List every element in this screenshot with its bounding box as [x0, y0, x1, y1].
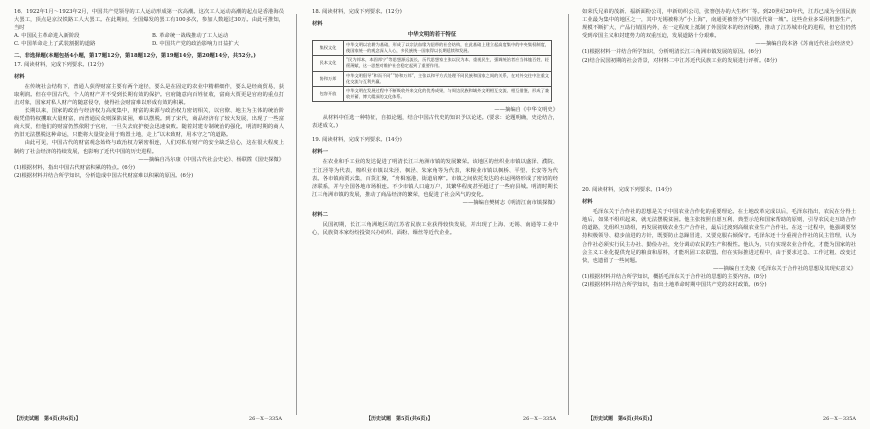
- row-text: 中华文明倡导“和而不同”“协和万邦”，主张以和平方式处理不同民族和国家之间的关系，在对外交往中注重文化交流与互利共赢。: [344, 71, 552, 86]
- row-text: 中华文明在发展过程中不断吸收外来文化的优秀成果，与周边民族和域外文明相互交流、相互借鉴，形成了兼收并蓄、博大精深的文化体系。: [344, 86, 552, 101]
- q17-material-paragraph: 由此可见，中国古代的财富观念始终与政治权力紧密相连，人们对私有财产的安全缺乏信心，这在很大程度上制约了社会经济的持续发展，也影响了近代中国的历史进程。: [14, 140, 284, 155]
- page-6-column: [568, 0, 870, 429]
- q19-material1-label: 材料一: [312, 149, 328, 156]
- q17-stem: 17. 阅读材料，完成下列要求。(12分): [14, 61, 104, 68]
- page-4-column: [0, 0, 296, 429]
- row-text: “民为邦本，本固邦宁”等思想源远流长，历代思想家主张以民为本、重视民生，强调统治者应当体恤百姓、轻徭薄赋，这一思想对维护社会稳定起到了重要作用。: [344, 56, 552, 71]
- q19-material2-continued: 如荣氏兄弟的茂新、福新面粉公司，申新纺织公司，张謇创办的大生纱厂等。到20世纪20年代，江苏已成为全国民族工业最为集中的地区之一，其中无锡被称为“小上海”，南通更被誉为“中国近代第一城”。这些企业多采用机器生产，规模不断扩大，产品行销国内外，在一定程度上抵制了外国资本的经济侵略，推动了江苏城市化的进程，但它们仍然受到帝国主义和封建势力的双重压迫，发展道路十分艰难。: [582, 9, 856, 40]
- table-row: [313, 86, 552, 101]
- q18-stem: 18. 阅读材料，完成下列要求。(12分): [312, 9, 402, 15]
- q16-option-c: C. 中国革命走上了武装割据的道路: [14, 41, 96, 48]
- q20-source: ——摘编自王先俊《毛泽东关于合作社的思想及其现实意义》: [712, 265, 856, 272]
- q16-option-a: A. 中国民主革命进入新阶段: [14, 33, 80, 40]
- q17-material-label: 材料: [14, 73, 25, 80]
- table-row: [313, 41, 552, 56]
- q16-option-d: D. 中国共产党的政治影响力日益扩大: [152, 41, 239, 48]
- q19-stem: 19. 阅读材料，完成下列要求。(14分): [312, 137, 402, 144]
- page-5-column: [296, 0, 568, 429]
- q18-task: 从材料中任选一种特征，自拟论题，结合中国古代史的知识予以论述。(要求：论题明确，史论结合，表述成文。): [312, 115, 558, 130]
- footer-code: 26－X－335A: [248, 416, 282, 422]
- footer-page-label: 【历史试题 第4页(共6页)】: [14, 416, 81, 422]
- table-row: [313, 71, 552, 86]
- row-label: 协和万邦: [313, 71, 344, 86]
- table-source: ——摘编自《中华文明史》: [494, 106, 558, 113]
- q17-requirement-2: (2)根据材料并结合所学知识，分析造成中国古代财富难以积累的原因。(6分): [14, 172, 194, 179]
- q20-requirement-2: (2)根据材料并结合所学知识，指出土地革命时期中国共产党的农村政策。(6分): [582, 282, 767, 289]
- q20-material-label: 材料: [582, 199, 593, 206]
- row-label: 包容开放: [313, 86, 344, 101]
- row-label: 民本文化: [313, 56, 344, 71]
- table-row: [313, 56, 552, 71]
- q20-material: 毛泽东关于合作社的思想是关于中国农业合作化的重要理论。在土地改革完成以后，毛泽东指出，农民在分得土地后，如果不组织起来，就无法摆脱贫困。他主张按照自愿互利、典型示范和国家帮助的原则，引导农民走互助合作的道路，先组织互助组，再发展初级农业生产合作社，最后过渡到高级农业生产合作社。在这一过程中，他强调要坚持积极领导、稳步前进的方针，既要防止急躁冒进，又要克服右倾保守。毛泽东还十分重视合作社的民主管理，认为合作社必须实行民主办社、勤俭办社，充分调动农民的生产积极性。他认为，只有实现农业合作化，才能为国家的社会主义工业化提供充足的粮食和原料，才能巩固工农联盟。但在实际推进过程中，由于要求过急、工作过粗、改变过快，也遗留了一些问题。: [582, 209, 856, 264]
- q16-stem: 16．1922年1月～1923年2月，中国共产党领导的工人运动形成第一次高潮。这次工人运动高潮的起点是香港海员大罢工，顶点是京汉铁路工人大罢工。在此期间，全国爆发的罢工有100多次，参加人数超过30万。由此可推知，当时: [14, 9, 284, 32]
- row-label: 集权文化: [313, 41, 344, 56]
- q20-stem: 20. 阅读材料，完成下列要求。(14分): [582, 187, 672, 193]
- table-title: 中华文明的若干特征: [407, 32, 457, 39]
- q17-material-paragraph: 在传统社会结构下，普通人获得财富主要有两个途径，要么是在固定的农业中精耕细作，要么是经商贸易，获取利润。但在中国古代，个人的财产并不受到长期有效的保护。官府随意向百姓征收，富商大贾更是官府的重点打击对象，国家对私人财产的随意侵夺，使得社会财富难以形成有效的积累。: [14, 83, 284, 106]
- section-heading: 二、非选择题(本题包括4小题，第17题12分，第18题12分，第19题14分，第20题14分，共52分。): [14, 53, 256, 60]
- q19-material1: 在农业和手工业的发达促进了明清长江三角洲市镇的发展繁荣。该地区的丝织业市镇以盛泽、濮院、王江泾等为代表，棉织业市镇以朱泾、枫泾、朱家角等为代表，米粮业市镇以枫桥、平望、长安等为代表。各市镇商贾云集，百货汇聚，“舟楫塞港，街道肩摩”。市镇之间依托发达的水运网络形成了密切的经济联系，并与全国各地市场相连。不少市镇人口逾万户，其繁华程度甚至超过了一些府县城。明清时期长江三角洲市镇的发展，推动了商品经济的繁荣，也促进了社会风气的变化。: [312, 159, 558, 198]
- q19-requirement-1: (1)根据材料一并结合所学知识，分析明清长江三角洲市镇发展的原因。(6分): [582, 49, 762, 56]
- q17-source: ——摘编自冯尔康《中国古代社会史论》、杨联陞《国史探微》: [138, 156, 284, 163]
- q16-options: [14, 32, 284, 48]
- q16-option-b: B. 革命统一战线推动了工人运动: [152, 33, 229, 40]
- q17-requirement-1: (1)根据材料，指出中国古代财富积累的特点。(6分): [14, 164, 135, 171]
- footer-code: 26－X－335A: [522, 416, 556, 422]
- question-20: [582, 186, 856, 289]
- q20-requirement-1: (1)根据材料并结合所学知识，概括毛泽东关于合作社的思想的主要内容。(8分): [582, 273, 767, 280]
- footer-page-label: 【历史试题 第6页(共6页)】: [588, 416, 655, 422]
- q19-material2: 民国初期，长江三角洲地区的江苏省民族工业获得较快发展，并出现了上海、无锡、南通等工业中心，民族资本家纷纷投资兴办纺织、面粉、缫丝等近代企业。: [312, 222, 558, 237]
- q19-material2-label: 材料二: [312, 211, 328, 218]
- footer-page-label: 【历史试题 第5页(共6页)】: [366, 416, 433, 422]
- q19-source2: ——摘编自段本洛《苏南近代社会经济史》: [755, 41, 856, 48]
- civilization-table: [312, 30, 552, 102]
- q18-material-label: 材料: [312, 21, 323, 28]
- q19-source1: ——摘编自樊树志《明清江南市镇探微》: [462, 199, 558, 206]
- footer-code: 26－X－335A: [822, 416, 856, 422]
- q19-requirement-2: (2)结合民国初期的社会背景，对材料二中江苏近代民族工业的发展进行评析。(8分): [582, 57, 778, 64]
- q17-material-paragraph: 长期以来，国家的政治与经济权力高度集中，财富的来源与政治权力密切相关，以官僚、地主为主体的统治阶级凭借特权攫取大量财富，而普通民众则深陷贫困，难以摆脱。到了宋代，商品经济有了较大发展，出现了一些富商大贾，但他们的财富仍然依附于官府，一旦失去庇护便会迅速衰败。随着封建专制统治的强化，明清时期的商人仍旧无法摆脱这种命运，只能将大量资金用于购置土地，走上“以末致财，用本守之”的道路。: [14, 108, 284, 139]
- row-text: 中华文明以农耕为基础，形成了以宗法血缘为纽带的社会结构，在此基础上建立起高度集中的中央集权制度，使国家统一的观念深入人心，多民族统一国家得以长期延续和发展。: [344, 41, 552, 56]
